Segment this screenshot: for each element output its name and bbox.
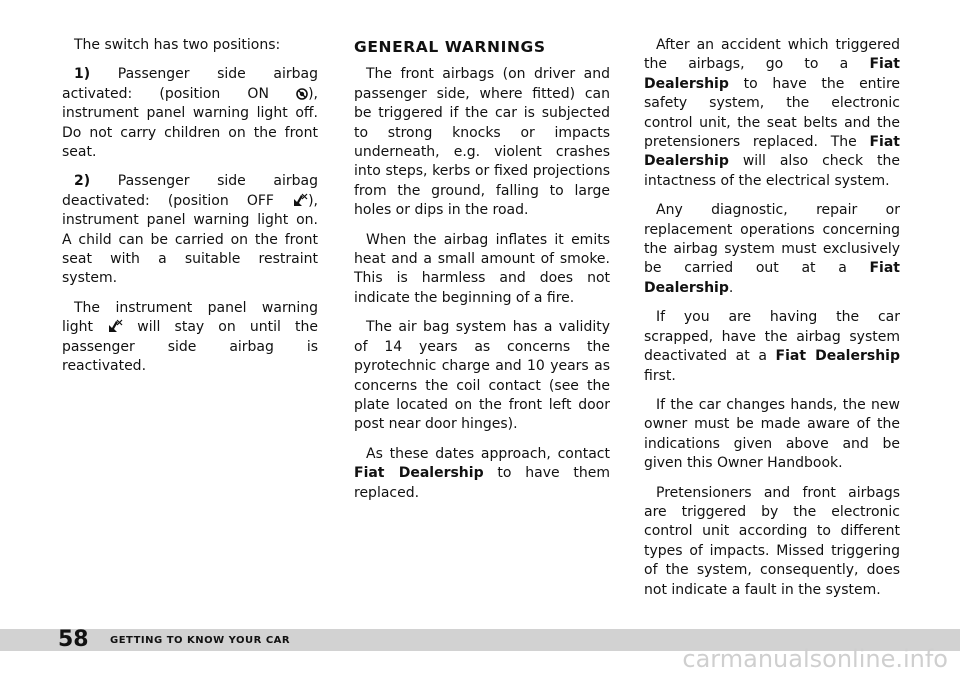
paragraph-text: If you are having the car scrapped, have the airbag system deactivated at a [644,309,900,365]
paragraph-triggering: The front airbags (on driver and passenger side, where fitted) can be triggered if the car is subjected to strong knocks or impacts underneath, e.g. violent crashes into steps, kerbs or fixed projections from the ground, falling to large holes or dips in the road. [354,66,610,219]
paragraph-position-on [62,65,318,162]
airbag-off-icon [107,319,123,333]
paragraph-new-owner: If the car changes hands, the new owner must be made aware of the indications given above and be given this Owner Handbook. [644,396,900,472]
paragraph-text: first. [644,367,676,384]
column-right [644,36,900,610]
dealer-name: Fiat Dealership [644,260,900,296]
paragraph-text: will stay on until the passenger side airbag is reactivated. [62,319,318,375]
paragraph-text: Passenger side airbag deactivated: (position OFF [62,173,318,209]
paragraph-after-accident [644,36,900,191]
footer-section-title: GETTING TO KNOW YOUR CAR [110,635,291,646]
paragraph-text: The switch has two positions: [74,37,281,53]
watermark: carmanualsonline.info [682,645,948,673]
paragraph-text: After an accident which triggered the airbags, go to a [644,37,900,73]
paragraph-text: Passenger side airbag activated: (position ON [62,66,318,102]
airbag-off-icon [292,193,308,207]
paragraph-text: The instrument panel warning light [62,299,318,336]
paragraph-repairs [644,201,900,298]
paragraph-contact-dealer [354,445,610,503]
airbag-on-icon [296,88,308,100]
paragraph-position-off [62,172,318,288]
paragraph-pretensioners: Pretensioners and front airbags are triggered by the electronic control unit according to different types of impacts. Missed triggering of the system, consequently, does not indicate a fault in the system. [644,484,900,598]
paragraph-text: ), instrument panel warning light off. Do not carry children on the front seat. [62,85,318,161]
paragraph-scrapping [644,308,900,386]
dealer-name: Fiat Dealership [354,465,484,482]
paragraph-text: As these dates approach, contact [366,445,610,462]
paragraph-text: ), instrument panel warning light on. A child can be carried on the front seat with a suitable restraint system. [62,192,318,287]
paragraph-warning-light [62,299,318,377]
list-number: 2) [74,173,91,190]
paragraph-switch-positions [62,36,318,55]
paragraph-text: will also check the intactness of the electrical system. [644,153,900,189]
page-number: 58 [58,627,89,652]
paragraph-text: Any diagnostic, repair or replacement operations concerning the airbag system must exclusively be carried out at a [644,202,900,277]
paragraph-smoke: When the airbag inflates it emits heat and a small amount of smoke. This is harmless and does not indicate the beginning of a fire. [354,231,610,306]
paragraph-validity: The air bag system has a validity of 14 years as concerns the pyrotechnic charge and 10 years as concerns the coil contact (see the plate located on the front left door post near door hinges). [354,319,610,433]
paragraph-text: to have them replaced. [354,465,610,501]
paragraph-text: . [728,279,734,296]
dealer-name: Fiat Dealership [644,134,900,170]
paragraph-text: to have the entire safety system, the electronic control unit, the seat belts and the pretensioners replaced. The [644,75,900,151]
dealer-name: Fiat Dealership [775,348,900,365]
section-heading: GENERAL WARNINGS [354,38,546,56]
column-middle [354,36,610,513]
list-number: 1) [74,66,91,83]
dealer-name: Fiat Dealership [644,56,900,92]
column-left [62,36,318,387]
